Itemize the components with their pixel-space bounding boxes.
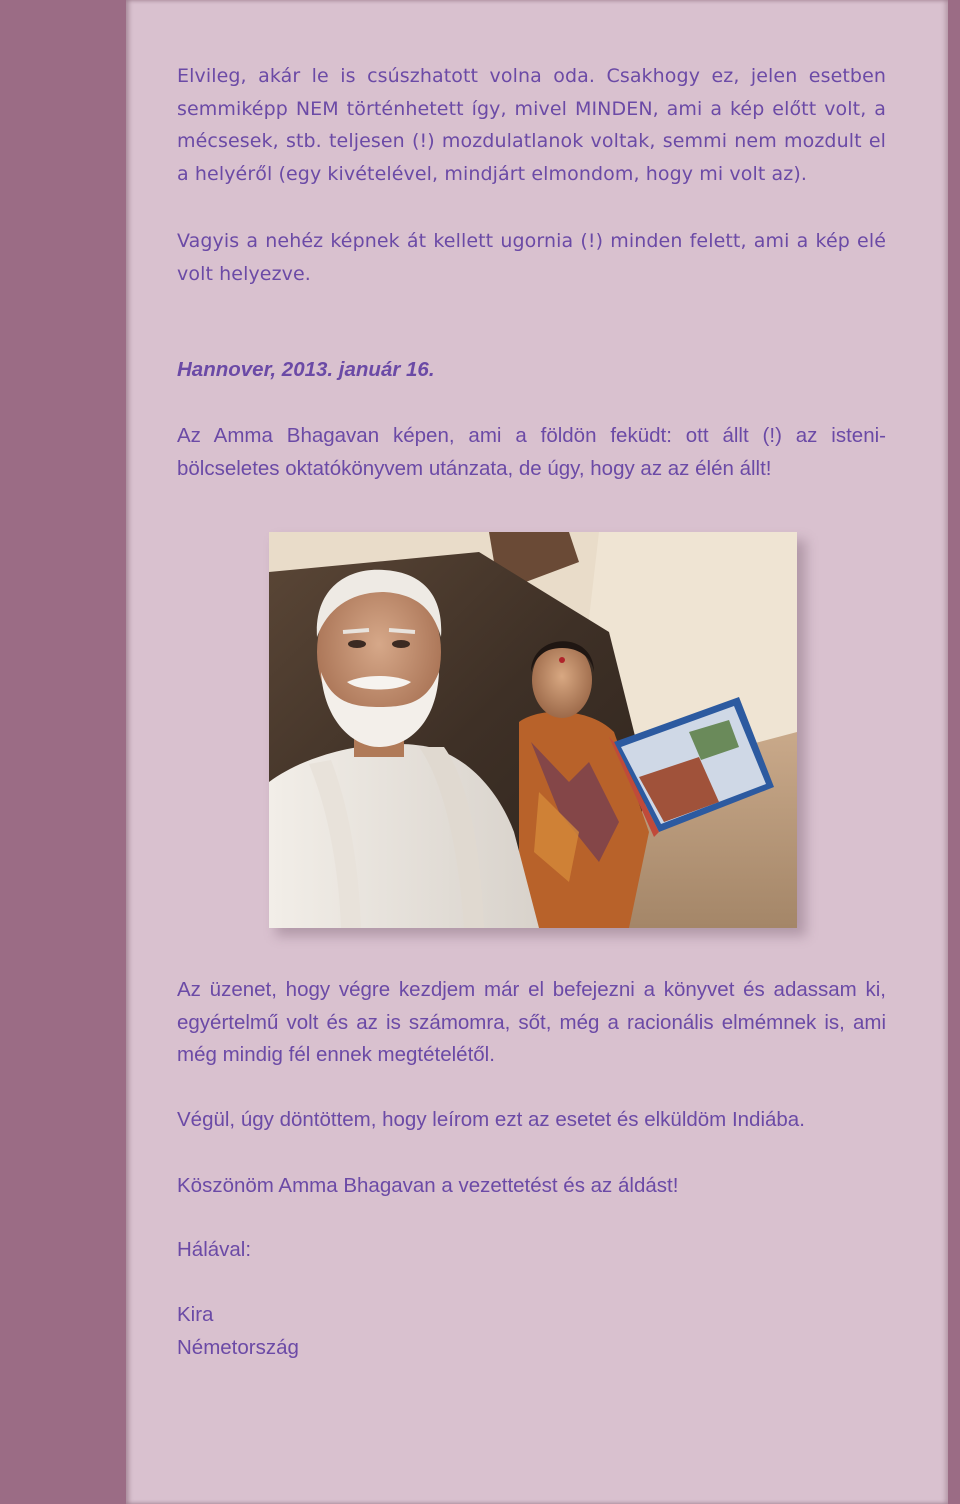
- signature-name: Kira: [177, 1303, 214, 1326]
- left-margin-strip: [0, 0, 126, 1504]
- paragraph-5: Végül, úgy döntöttem, hogy leírom ezt az esetet és elküldöm Indiába.: [177, 1108, 805, 1131]
- paragraph-4: Az üzenet, hogy végre kezdjem már el befejezni a könyvet és adassam ki, egyértelmű volt és az is számomra, sőt, még a racionális elmémnek is, ami még mindig fél ennek megtételétől.: [177, 978, 886, 1066]
- right-margin-strip: [948, 0, 960, 1504]
- amma-bhagavan-photo: [269, 532, 797, 928]
- paragraph-2: Vagyis a nehéz képnek át kellett ugornia (!) minden felett, ami a kép elé volt helyezve.: [177, 230, 886, 285]
- date-heading: Hannover, 2013. január 16.: [177, 358, 435, 381]
- signature-country: Németország: [177, 1336, 299, 1359]
- greeting: Hálával:: [177, 1238, 252, 1261]
- paragraph-3: Az Amma Bhagavan képen, ami a földön feküdt: ott állt (!) az isteni-bölcseletes oktatókönyvem utánzata, de úgy, hogy az az élén állt!: [177, 424, 886, 480]
- paragraph-6: Köszönöm Amma Bhagavan a vezettetést és az áldást!: [177, 1174, 679, 1197]
- paragraph-1: Elvileg, akár le is csúszhatott volna oda. Csakhogy ez, jelen esetben semmiképp NEM történhetett így, mivel MINDEN, ami a kép előtt volt, a mécsesek, stb. teljesen (!) mozdulatlanok voltak, semmi nem mozdult el a helyéről (egy kivételével, mindjárt elmondom, hogy mi volt az).: [177, 65, 886, 185]
